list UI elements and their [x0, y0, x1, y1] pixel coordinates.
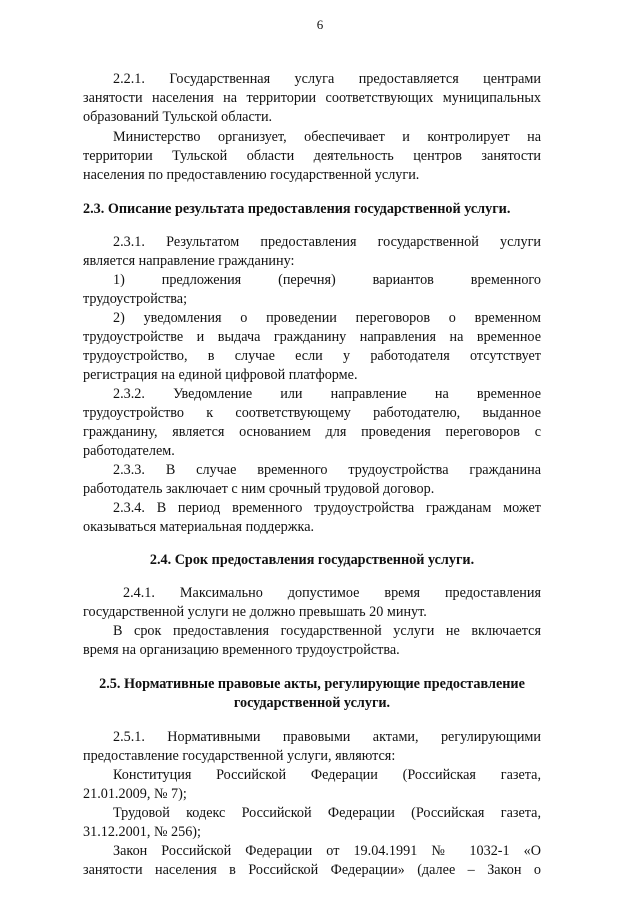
text-line: В срок предоставления государственной услуги не включается: [113, 623, 541, 639]
text-line: государственной услуги не должно превышать 20 минут.: [83, 604, 427, 620]
text-line: работодатель заключает с ним срочный трудовой договор.: [83, 481, 435, 497]
text-line: 2.3.1. Результатом предоставления государственной услуги: [113, 234, 541, 250]
text-line: Закон Российской Федерации от 19.04.1991 № 1032-1 «О: [113, 843, 541, 859]
text-line: 31.12.2001, № 256);: [83, 824, 201, 840]
section-heading: государственной услуги.: [233, 695, 391, 711]
text-line: Министерство организует, обеспечивает и контролирует на: [113, 129, 541, 145]
text-line: трудоустройство, в случае если у работодателя отсутствует: [83, 348, 541, 364]
text-line: занятости населения на территории соответствующих муниципальных: [83, 90, 541, 106]
section-heading: 2.4. Срок предоставления государственной услуги.: [149, 552, 475, 568]
text-line: 2.3.4. В период временного трудоустройства гражданам может: [113, 500, 541, 516]
text-line: 21.01.2009, № 7);: [83, 786, 187, 802]
text-line: трудоустройство к соответствующему работодателю, выданное: [83, 405, 541, 421]
text-line: территории Тульской области деятельность центров занятости: [83, 148, 541, 164]
text-line: образований Тульской области.: [83, 109, 273, 125]
text-line: трудоустройстве и выдача гражданину направления на временное: [83, 329, 541, 345]
text-line: 2.2.1. Государственная услуга предоставляется центрами: [113, 71, 541, 87]
text-line: работодателем.: [83, 443, 175, 459]
text-line: занятости населения в Российской Федерации» (далее – Закон о: [83, 862, 541, 878]
text-line: Трудовой кодекс Российской Федерации (Российская газета,: [113, 805, 541, 821]
text-line: Конституция Российской Федерации (Российская газета,: [113, 767, 541, 783]
text-line: оказываться материальная поддержка.: [83, 519, 315, 535]
text-line: трудоустройства;: [83, 291, 188, 307]
text-line: населения по предоставлению государственной услуги.: [83, 167, 420, 183]
section-heading: 2.5. Нормативные правовые акты, регулирующие предоставление: [99, 676, 525, 692]
text-line: 2.5.1. Нормативными правовыми актами, регулирующими: [113, 729, 541, 745]
text-line: гражданину, является основанием для проведения переговоров с: [83, 424, 541, 440]
section-heading: 2.3. Описание результата предоставления государственной услуги.: [83, 201, 511, 217]
text-line: 2) уведомления о проведении переговоров о временном: [113, 310, 541, 326]
text-line: регистрация на единой цифровой платформе.: [83, 367, 358, 383]
text-line: время на организацию временного трудоустройства.: [83, 642, 400, 658]
text-line: 2.3.3. В случае временного трудоустройства гражданина: [113, 462, 541, 478]
text-line: является направление гражданину:: [83, 253, 295, 269]
text-line: 2.4.1. Максимально допустимое время предоставления: [123, 585, 541, 601]
text-line: 1) предложения (перечня) вариантов временного: [113, 272, 541, 288]
text-line: 2.3.2. Уведомление или направление на временное: [113, 386, 541, 402]
page-number: 6: [316, 17, 324, 32]
text-line: предоставление государственной услуги, являются:: [83, 748, 396, 764]
